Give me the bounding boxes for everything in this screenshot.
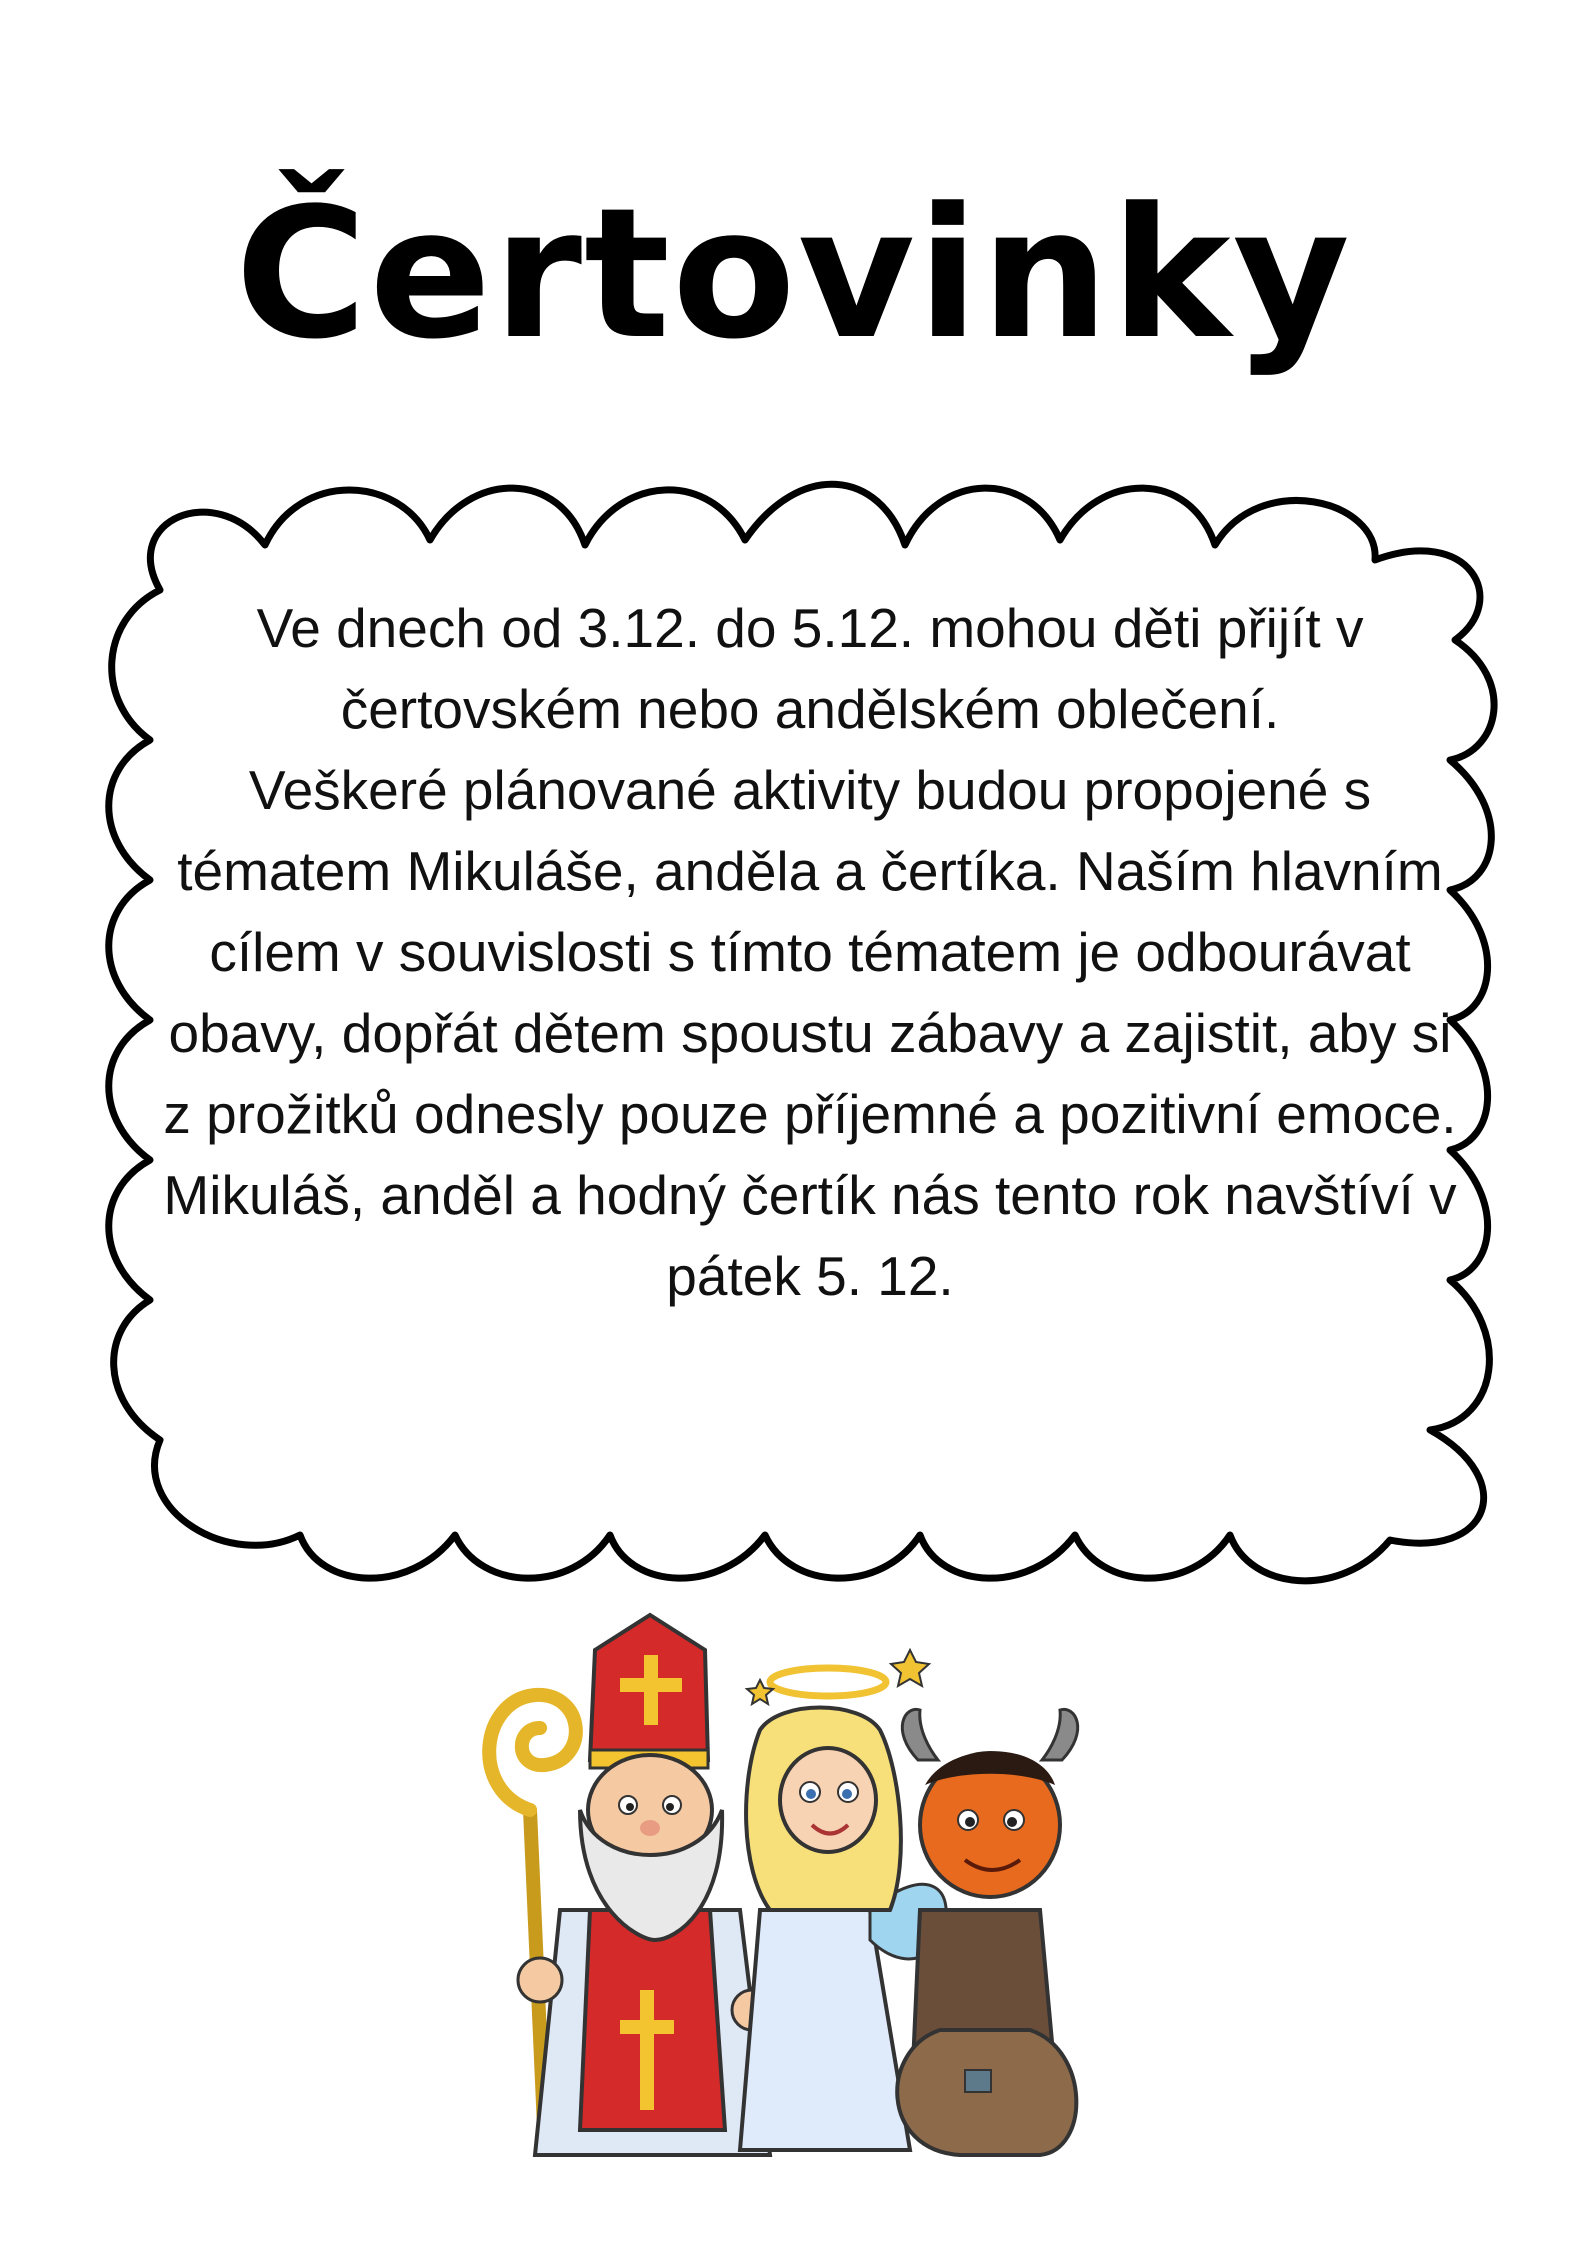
paragraph-costumes: Ve dnech od 3.12. do 5.12. mohou děti přijít v čertovském nebo andělském oblečení. (256, 597, 1364, 740)
paragraph-visit: Mikuláš, anděl a hodný čertík nás tento rok navštíví v pátek 5. 12. (163, 1164, 1457, 1307)
announcement-text (160, 588, 1460, 1317)
mikulas-angel-devil-illustration (440, 1610, 1120, 2170)
page-title: Čertovinky (235, 170, 1352, 379)
paragraph-activities: Veškeré plánované aktivity budou propojené s tématem Mikuláše, anděla a čertíka. Naším hlavním cílem v souvislosti s tímto tématem je odbourávat obavy, dopřát dětem spoustu zábavy a zajistit, aby si z prožitků odnesly pouze příjemné a pozitivní emoce. (163, 759, 1457, 1145)
devil-figure (897, 1709, 1077, 2155)
